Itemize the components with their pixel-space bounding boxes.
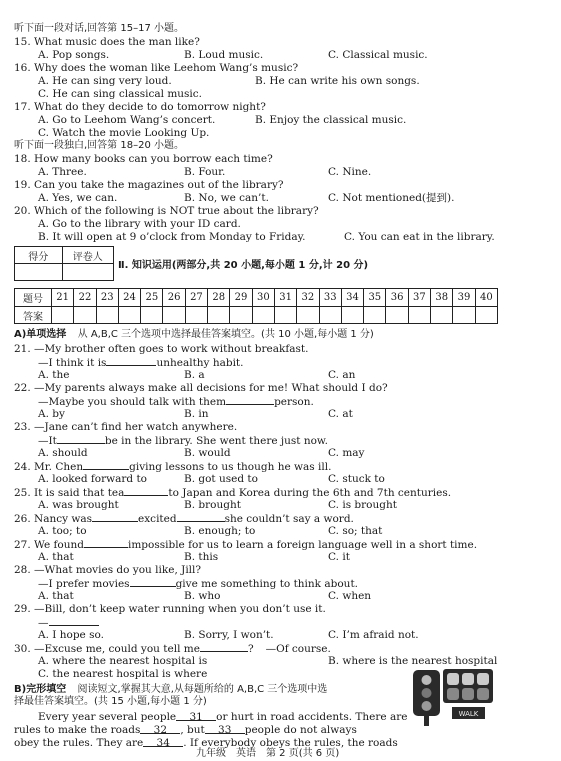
q22-option-c: C. at xyxy=(328,408,353,420)
passage-text: Every year several people xyxy=(38,711,177,723)
answer-cell[interactable] xyxy=(408,307,430,324)
answer-cell[interactable] xyxy=(74,307,96,324)
q28-option-c: C. when xyxy=(328,590,372,602)
q21-option-a: A. the xyxy=(38,369,70,381)
traffic-light-icon xyxy=(412,667,494,727)
q29-option-b: B. Sorry, I won’t. xyxy=(184,629,274,641)
traffic-light-pole xyxy=(424,716,429,726)
q22-option-b: B. in xyxy=(184,408,209,420)
q27-option-b: B. this xyxy=(184,551,219,563)
answer-grid-label-answer: 答案 xyxy=(15,307,52,324)
q21-line1: 21. —My brother often goes to work without breakfast. xyxy=(14,343,309,355)
grid-num-37: 37 xyxy=(408,289,430,307)
q20-option-a: A. Go to the library with your ID card. xyxy=(38,218,241,230)
passage-text: rules to make the roads xyxy=(14,724,141,736)
q25-option-a: A. was brought xyxy=(38,499,119,511)
q29-dash: — xyxy=(38,617,49,629)
answer-grid xyxy=(14,288,498,324)
q25-line1 xyxy=(14,486,451,499)
q25-blank[interactable] xyxy=(124,486,168,496)
light-middle xyxy=(422,688,432,698)
q27-blank[interactable] xyxy=(84,538,128,548)
grid-num-39: 39 xyxy=(453,289,475,307)
q20-stem: 20. Which of the following is NOT true about the library? xyxy=(14,205,319,217)
q26-option-b: B. enough; to xyxy=(184,525,256,537)
q20-option-b: B. It will open at 9 o’clock from Monday to Friday. xyxy=(38,231,306,243)
answer-cell[interactable] xyxy=(185,307,207,324)
q21-line2 xyxy=(38,356,243,369)
light-top xyxy=(422,675,432,685)
answer-grid-number-row xyxy=(15,289,498,307)
q21-blank[interactable] xyxy=(106,356,156,366)
grid-num-26: 26 xyxy=(163,289,185,307)
answer-cell[interactable] xyxy=(297,307,319,324)
q20-option-c: C. You can eat in the library. xyxy=(344,231,495,243)
grid-num-31: 31 xyxy=(274,289,296,307)
q26-line1 xyxy=(14,512,354,525)
page-footer: 九年级 英语 第 2 页(共 6 页) xyxy=(196,748,340,759)
q27-line1-a: 27. We found xyxy=(14,539,84,551)
q19-option-c: C. Not mentioned(提到). xyxy=(328,192,455,204)
q27-option-a: A. that xyxy=(38,551,74,563)
answer-cell[interactable] xyxy=(52,307,74,324)
q16-option-a: A. He can sing very loud. xyxy=(38,75,172,87)
q19-stem: 19. Can you take the magazines out of the library? xyxy=(14,179,284,191)
part-a-header xyxy=(14,328,374,341)
grid-num-24: 24 xyxy=(118,289,140,307)
q27-option-c: C. it xyxy=(328,551,350,563)
answer-cell[interactable] xyxy=(274,307,296,324)
grid-num-23: 23 xyxy=(96,289,118,307)
q30-line1-b: ? xyxy=(247,643,254,655)
q18-option-a: A. Three. xyxy=(38,166,87,178)
q29-option-a: A. I hope so. xyxy=(38,629,104,641)
signal-cell xyxy=(462,673,474,685)
q29-line2 xyxy=(38,616,99,629)
q29-option-c: C. I’m afraid not. xyxy=(328,629,419,641)
q25-option-c: C. is brought xyxy=(328,499,397,511)
light-bottom xyxy=(422,701,432,711)
q15-stem: 15. What music does the man like? xyxy=(14,36,200,48)
passage-text: or hurt in road accidents. There are xyxy=(216,711,408,723)
q30-option-c: C. the nearest hospital is where xyxy=(38,668,208,680)
q23-line2 xyxy=(38,434,328,447)
answer-cell[interactable] xyxy=(386,307,408,324)
listening-intro-2: 听下面一段独白,回答第 18–20 小题。 xyxy=(14,140,184,151)
q26-option-c: C. so; that xyxy=(328,525,383,537)
grid-num-28: 28 xyxy=(208,289,230,307)
q22-line1: 22. —My parents always make all decisions for me! What should I do? xyxy=(14,382,388,394)
grid-num-29: 29 xyxy=(230,289,252,307)
answer-cell[interactable] xyxy=(96,307,118,324)
q25-line1-b: to Japan and Korea during the 6th and 7th centuries. xyxy=(168,487,452,499)
q22-line2-b: person. xyxy=(274,396,314,408)
q28-line2-a: —I prefer movies xyxy=(38,578,130,590)
q24-option-c: C. stuck to xyxy=(328,473,385,485)
blank-31[interactable]: 31 xyxy=(176,711,216,721)
passage-text: people do not always xyxy=(244,724,357,736)
q23-line2-a: —It xyxy=(38,435,57,447)
answer-cell[interactable] xyxy=(364,307,386,324)
q23-line1: 23. —Jane can’t find her watch anywhere. xyxy=(14,421,238,433)
q18-option-b: B. Four. xyxy=(184,166,226,178)
score-cell[interactable] xyxy=(15,264,63,281)
answer-cell[interactable] xyxy=(252,307,274,324)
blank-32[interactable]: 32 xyxy=(140,724,180,734)
walk-sign-text: WALK xyxy=(458,710,479,718)
q15-option-b: B. Loud music. xyxy=(184,49,264,61)
q22-blank[interactable] xyxy=(226,395,274,405)
q25-option-b: B. brought xyxy=(184,499,241,511)
q25-line1-a: 25. It is said that tea xyxy=(14,487,125,499)
grid-num-25: 25 xyxy=(141,289,163,307)
grid-num-33: 33 xyxy=(319,289,341,307)
signal-cell xyxy=(477,688,489,700)
q15-option-a: A. Pop songs. xyxy=(38,49,110,61)
q18-stem: 18. How many books can you borrow each time? xyxy=(14,153,273,165)
answer-grid-answer-row xyxy=(15,307,498,324)
q24-option-b: B. got used to xyxy=(184,473,258,485)
signal-cell xyxy=(447,688,459,700)
q23-line2-b: be in the library. She went there just now. xyxy=(104,435,329,447)
q24-line1 xyxy=(14,460,331,473)
q21-option-b: B. a xyxy=(184,369,205,381)
grid-num-36: 36 xyxy=(386,289,408,307)
q26-blank-1[interactable] xyxy=(92,512,138,522)
q24-blank[interactable] xyxy=(83,460,129,470)
q16-option-b: B. He can write his own songs. xyxy=(255,75,420,87)
q16-stem: 16. Why does the woman like Leehom Wang’s music? xyxy=(14,62,299,74)
q30-blank[interactable] xyxy=(200,642,248,652)
grid-num-38: 38 xyxy=(431,289,453,307)
q26-blank-2[interactable] xyxy=(177,512,225,522)
q17-option-a: A. Go to Leehom Wang’s concert. xyxy=(38,114,216,126)
q26-line1-b: excited xyxy=(138,513,177,525)
q22-line2-a: —Maybe you should talk with them xyxy=(38,396,227,408)
passage-line-1 xyxy=(38,711,407,723)
answer-cell[interactable] xyxy=(475,307,497,324)
score-label: 得分 xyxy=(15,247,63,264)
q22-option-a: A. by xyxy=(38,408,65,420)
blank-33[interactable]: 33 xyxy=(205,724,245,734)
grader-label: 评卷人 xyxy=(62,247,113,264)
q16-option-c: C. He can sing classical music. xyxy=(38,88,203,100)
q17-option-c: C. Watch the movie Looking Up. xyxy=(38,127,210,139)
answer-cell[interactable] xyxy=(141,307,163,324)
q18-option-c: C. Nine. xyxy=(328,166,372,178)
grid-num-27: 27 xyxy=(185,289,207,307)
q22-line2 xyxy=(38,395,314,408)
answer-cell[interactable] xyxy=(319,307,341,324)
q28-option-a: A. that xyxy=(38,590,74,602)
grader-cell[interactable] xyxy=(62,264,113,281)
q30-line1-c: —Of course. xyxy=(265,643,331,655)
q17-option-b: B. Enjoy the classical music. xyxy=(255,114,407,126)
answer-cell[interactable] xyxy=(341,307,363,324)
grid-num-22: 22 xyxy=(74,289,96,307)
q21-option-c: C. an xyxy=(328,369,356,381)
grid-num-32: 32 xyxy=(297,289,319,307)
passage-text: obey the rules. They are xyxy=(14,737,144,749)
answer-grid-label-number: 题号 xyxy=(15,289,52,307)
q26-line1-a: 26. Nancy was xyxy=(14,513,93,525)
q30-line1 xyxy=(14,642,331,655)
q24-line1-b: giving lessons to us though he was ill. xyxy=(129,461,332,473)
q29-line1: 29. —Bill, don’t keep water running when you don’t use it. xyxy=(14,603,326,615)
q30-option-b: B. where is the nearest hospital xyxy=(328,655,498,667)
q28-line1: 28. —What movies do you like, Jill? xyxy=(14,564,202,576)
passage-text: . If everybody obeys the rules, the roads xyxy=(183,737,398,749)
part-b-instructions-2: 择最佳答案填空。(共 15 小题,每小题 1 分) xyxy=(14,696,207,707)
answer-cell[interactable] xyxy=(208,307,230,324)
q21-line2-a: —I think it is xyxy=(38,357,107,369)
q27-line1 xyxy=(14,538,477,551)
score-box xyxy=(14,246,114,281)
answer-cell[interactable] xyxy=(118,307,140,324)
part-b-title: B)完形填空 xyxy=(14,684,67,695)
part-a-instructions: 从 A,B,C 三个选项中选择最佳答案填空。(共 10 小题,每小题 1 分) xyxy=(77,329,374,340)
q26-line1-c: she couldn’t say a word. xyxy=(224,513,354,525)
q15-option-c: C. Classical music. xyxy=(328,49,428,61)
passage-line-2 xyxy=(14,724,357,736)
grid-num-34: 34 xyxy=(341,289,363,307)
q26-option-a: A. too; to xyxy=(38,525,87,537)
q21-line2-b: unhealthy habit. xyxy=(156,357,244,369)
q28-line2 xyxy=(38,577,358,590)
grid-num-35: 35 xyxy=(364,289,386,307)
answer-cell[interactable] xyxy=(230,307,252,324)
q30-line1-a: 30. —Excuse me, could you tell me xyxy=(14,643,200,655)
part-a-title: A)单项选择 xyxy=(14,329,67,340)
q23-option-b: B. would xyxy=(184,447,231,459)
q28-option-b: B. who xyxy=(184,590,221,602)
answer-cell[interactable] xyxy=(163,307,185,324)
listening-intro-1: 听下面一段对话,回答第 15–17 小题。 xyxy=(14,23,184,34)
q19-option-b: B. No, we can’t. xyxy=(184,192,269,204)
q24-option-a: A. looked forward to xyxy=(38,473,147,485)
q23-option-c: C. may xyxy=(328,447,365,459)
q17-stem: 17. What do they decide to do tomorrow night? xyxy=(14,101,266,113)
part-b-instructions-1: 阅读短文,掌握其大意,从每题所给的 A,B,C 三个选项中选 xyxy=(77,684,328,695)
q28-blank[interactable] xyxy=(130,577,176,587)
grid-num-40: 40 xyxy=(475,289,497,307)
section-title: Ⅱ. 知识运用(两部分,共 20 小题,每小题 1 分,计 20 分) xyxy=(118,260,369,271)
grid-num-21: 21 xyxy=(52,289,74,307)
q23-blank[interactable] xyxy=(57,434,105,444)
q23-option-a: A. should xyxy=(38,447,88,459)
q24-line1-a: 24. Mr. Chen xyxy=(14,461,84,473)
passage-text: , but xyxy=(180,724,205,736)
signal-cell xyxy=(477,673,489,685)
answer-cell[interactable] xyxy=(453,307,475,324)
signal-cell xyxy=(447,673,459,685)
q27-line1-b: impossible for us to learn a foreign language well in a short time. xyxy=(127,539,478,551)
q29-blank[interactable] xyxy=(49,616,99,626)
part-b-header xyxy=(14,683,327,696)
answer-cell[interactable] xyxy=(431,307,453,324)
q28-line2-b: give me something to think about. xyxy=(175,578,358,590)
q30-option-a: A. where the nearest hospital is xyxy=(38,655,208,667)
signal-cell xyxy=(462,688,474,700)
q19-option-a: A. Yes, we can. xyxy=(38,192,118,204)
grid-num-30: 30 xyxy=(252,289,274,307)
blank-34[interactable]: 34 xyxy=(143,737,183,747)
